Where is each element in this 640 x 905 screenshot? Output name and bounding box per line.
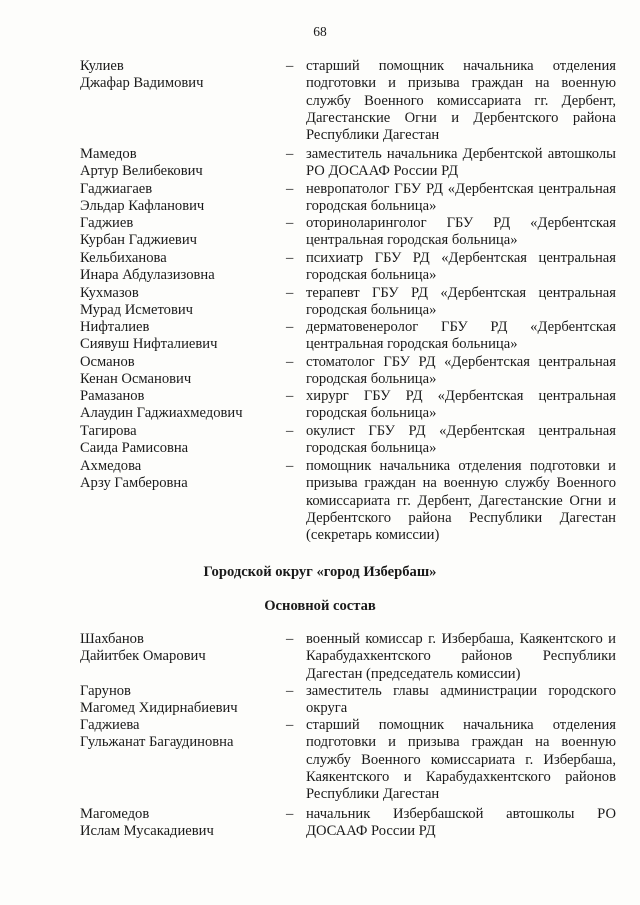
member-name: Джафар Вадимович xyxy=(80,75,204,92)
member-surname: Гарунов xyxy=(80,683,131,699)
district-title: Городской округ «город Избербаш» xyxy=(203,564,437,580)
member-name: Эльдар Кафланович xyxy=(80,198,205,215)
member-position: заместитель главы администрации городского округа xyxy=(306,683,616,717)
member-entry xyxy=(80,146,616,181)
dash: – xyxy=(286,319,294,335)
member-position: психиатр ГБУ РД «Дербентская центральная городская больница» xyxy=(306,250,616,284)
member-entry xyxy=(80,458,616,544)
member-surname: Кухмазов xyxy=(80,285,139,301)
member-name: Алаудин Гаджиахмедович xyxy=(80,405,243,422)
member-position: старший помощник начальника отделения подготовки и призыва граждан на военную службу Военного комиссариата гг. Дербент, Дагестанские Огни и Дербентского района Республики Дагестан xyxy=(306,58,616,144)
member-surname: Рамазанов xyxy=(80,388,145,404)
member-surname: Кельбиханова xyxy=(80,250,167,266)
member-name: Арзу Гамберовна xyxy=(80,475,188,492)
dash: – xyxy=(286,717,294,733)
member-name: Гульжанат Багаудиновна xyxy=(80,734,234,751)
member-name: Инара Абдулазизовна xyxy=(80,267,215,284)
member-surname: Гаджиагаев xyxy=(80,181,153,197)
member-entry xyxy=(80,423,616,458)
member-position: окулист ГБУ РД «Дербентская центральная городская больница» xyxy=(306,423,616,457)
dash: – xyxy=(286,683,294,699)
member-surname: Магомедов xyxy=(80,806,150,822)
member-surname: Гаджиева xyxy=(80,717,140,733)
member-position: дерматовенеролог ГБУ РД «Дербентская центральная городская больница» xyxy=(306,319,616,353)
member-entry xyxy=(80,717,616,803)
member-name: Дайитбек Омарович xyxy=(80,648,206,665)
member-position: терапевт ГБУ РД «Дербентская центральная городская больница» xyxy=(306,285,616,319)
dash: – xyxy=(286,146,294,162)
dash: – xyxy=(286,215,294,231)
member-entry xyxy=(80,250,616,285)
member-surname: Шахбанов xyxy=(80,631,144,647)
member-entry xyxy=(80,683,616,718)
member-surname: Кулиев xyxy=(80,58,124,74)
member-surname: Нифталиев xyxy=(80,319,150,335)
member-name: Магомед Хидирнабиевич xyxy=(80,700,238,717)
member-surname: Тагирова xyxy=(80,423,137,439)
member-surname: Гаджиев xyxy=(80,215,134,231)
member-entry xyxy=(80,58,616,144)
member-position: старший помощник начальника отделения подготовки и призыва граждан на военную службу Военного комиссариата г. Избербаша, Каякентского и Карабудахкентского районов Республики Дагестан xyxy=(306,717,616,803)
member-name: Саида Рамисовна xyxy=(80,440,189,457)
dash: – xyxy=(286,458,294,474)
member-entry xyxy=(80,285,616,320)
composition-title: Основной состав xyxy=(264,598,376,614)
member-entry xyxy=(80,806,616,841)
member-position: оториноларинголог ГБУ РД «Дербентская центральная городская больница» xyxy=(306,215,616,249)
dash: – xyxy=(286,250,294,266)
member-position: заместитель начальника Дербентской автошколы РО ДОСААФ России РД xyxy=(306,146,616,180)
dash: – xyxy=(286,631,294,647)
member-entry xyxy=(80,319,616,354)
member-name: Ислам Мусакадиевич xyxy=(80,823,214,840)
member-entry xyxy=(80,354,616,389)
member-name: Сиявуш Нифталиевич xyxy=(80,336,218,353)
member-position: стоматолог ГБУ РД «Дербентская центральная городская больница» xyxy=(306,354,616,388)
member-surname: Ахмедова xyxy=(80,458,142,474)
dash: – xyxy=(286,181,294,197)
dash: – xyxy=(286,354,294,370)
dash: – xyxy=(286,285,294,301)
dash: – xyxy=(286,58,294,74)
member-surname: Мамедов xyxy=(80,146,137,162)
member-entry xyxy=(80,631,616,683)
member-name: Артур Велибекович xyxy=(80,163,203,180)
member-position: помощник начальника отделения подготовки и призыва граждан на военную службу Военного комиссариата гг. Дербент, Дагестанские Огни и Дербентского района Республики Дагестан (секретарь комиссии) xyxy=(306,458,616,544)
member-entry xyxy=(80,215,616,250)
member-position: военный комиссар г. Избербаша, Каякентского и Карабудахкентского районов Республики Дагестан (председатель комиссии) xyxy=(306,631,616,682)
member-position: невропатолог ГБУ РД «Дербентская центральная городская больница» xyxy=(306,181,616,215)
dash: – xyxy=(286,806,294,822)
member-position: начальник Избербашской автошколы РО ДОСААФ России РД xyxy=(306,806,616,840)
dash: – xyxy=(286,423,294,439)
page-number: 68 xyxy=(313,24,327,39)
member-name: Мурад Исметович xyxy=(80,302,194,319)
member-position: хирург ГБУ РД «Дербентская центральная городская больница» xyxy=(306,388,616,422)
member-surname: Османов xyxy=(80,354,135,370)
member-entry xyxy=(80,181,616,216)
member-name: Курбан Гаджиевич xyxy=(80,232,197,249)
dash: – xyxy=(286,388,294,404)
member-entry xyxy=(80,388,616,423)
member-name: Кенан Османович xyxy=(80,371,192,388)
